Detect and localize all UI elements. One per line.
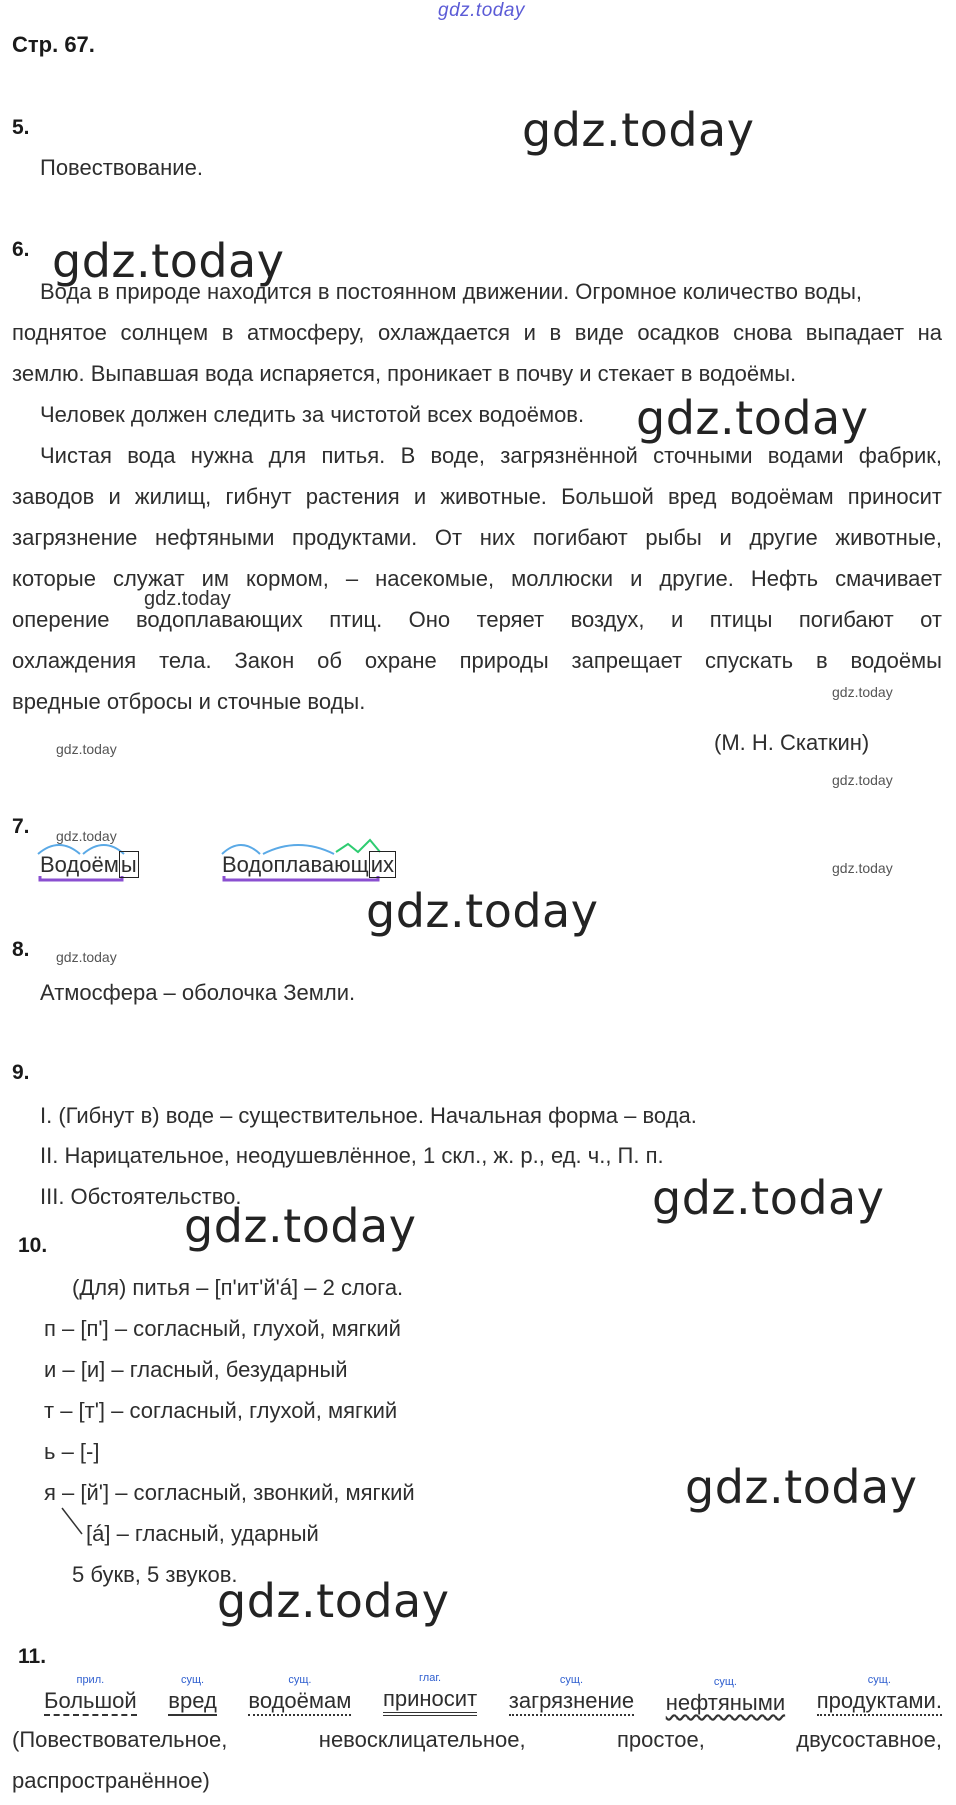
connector-line [58,1506,88,1540]
sentence-description: распространённое) [12,1768,210,1793]
watermark-top: gdz.today [438,0,525,21]
text-line: поднятое солнцем в атмосферу, охлаждается и в виде осадков снова выпадает на [12,320,942,345]
word-text: вред [168,1688,217,1713]
text-line: II. Нарицательное, неодушевлённое, 1 скл., ж. р., ед. ч., П. п. [40,1143,664,1168]
parsed-word-2 [222,852,396,878]
exercise-number: 7. [12,815,30,838]
text-line: 5 букв, 5 звуков. [72,1562,238,1587]
author: (М. Н. Скаткин) [714,730,870,755]
text-line: ь – [-] [44,1439,100,1464]
exercise-number: 9. [12,1061,30,1084]
exercise-number: 5. [12,116,30,139]
text-line: охлаждения тела. Закон об охране природы запрещает спускать в водоёмы [12,648,942,673]
text-line: (Для) питья – [п'ит'й'á] – 2 слога. [72,1275,404,1300]
text-line: оперение водоплавающих птиц. Оно теряет воздух, и птицы погибают от [12,607,942,632]
watermark: gdz.today [832,860,893,876]
word-stem: Водоём [40,852,119,877]
text-line: которые служат им кормом, – насекомые, моллюски и другие. Нефть смачивает [12,566,942,591]
text-line: Чистая вода нужна для питья. В воде, загрязнённой сточными водами фабрик, [40,443,942,468]
text-line: и – [и] – гласный, безударный [44,1357,348,1382]
watermark: gdz.today [832,684,893,700]
page-number: Стр. 67. [12,32,95,57]
sentence-word [665,1676,786,1716]
pos-tag: сущ. [867,1674,891,1686]
word-text: продуктами [816,1688,936,1713]
text-line: заводов и жилищ, гибнут растения и животные. Большой вред водоёмам приносит [12,484,942,509]
sentence-description: (Повествовательное, невосклицательное, простое, двусоставное, [12,1727,942,1752]
sentence-word [508,1674,635,1716]
watermark: gdz.today [685,1460,918,1514]
text-line: I. (Гибнут в) воде – существительное. Начальная форма – вода. [40,1103,697,1128]
text-line: Вода в природе находится в постоянном движении. Огромное количество воды, [40,279,863,304]
watermark: gdz.today [52,234,285,288]
word-text: Большой [44,1688,137,1713]
text-line: Человек должен следить за чистотой всех водоёмов. [40,402,585,427]
watermark: gdz.today [56,741,117,757]
text-line: [á] – гласный, ударный [86,1521,319,1546]
text-line: землю. Выпавшая вода испаряется, проникает в почву и стекает в водоёмы. [12,361,797,386]
word-text: загрязнение [508,1688,635,1713]
pos-tag: прил. [76,1674,105,1686]
sentence-word [248,1674,352,1716]
sentence-word [44,1674,137,1716]
parsed-word-1 [40,852,139,878]
sentence-word [168,1674,217,1716]
pos-tag: сущ. [288,1674,312,1686]
exercise-number: 6. [12,238,30,261]
exercise-number: 8. [12,938,30,961]
pos-tag: глаг. [419,1672,442,1684]
watermark: gdz.today [366,884,599,938]
text-line: я – [й'] – согласный, звонкий, мягкий [44,1480,415,1505]
watermark: gdz.today [56,828,117,844]
watermark: gdz.today [832,772,893,788]
watermark: gdz.today [217,1574,450,1628]
text-line: III. Обстоятельство. [40,1184,242,1209]
parsed-sentence [44,1672,942,1716]
text-line: п – [п'] – согласный, глухой, мягкий [44,1316,401,1341]
text-line: вредные отбросы и сточные воды. [12,689,366,714]
sentence-word [816,1674,942,1716]
watermark: gdz.today [636,391,869,445]
sentence-word [382,1672,478,1716]
word-stem: Водоплавающ [222,852,369,877]
text-line: загрязнение нефтяными продуктами. От них погибают рыбы и другие животные, [12,525,942,550]
word-text: водоёмам [248,1688,352,1713]
watermark: gdz.today [522,103,755,157]
answer-text: Повествование. [40,155,203,180]
pos-tag: сущ. [713,1676,737,1688]
exercise-number: 11. [18,1645,47,1668]
watermark: gdz.today [184,1199,417,1253]
pos-tag: сущ. [559,1674,583,1686]
watermark: gdz.today [56,949,117,965]
watermark: gdz.today [652,1171,885,1225]
exercise-number: 10. [18,1234,48,1257]
pos-tag: сущ. [180,1674,205,1686]
word-ending: их [370,852,395,877]
word-ending: ы [120,852,137,877]
watermark: gdz.today [144,588,231,610]
word-text: приносит [382,1686,478,1711]
text-line: т – [т'] – согласный, глухой, мягкий [44,1398,398,1423]
sentence-dot: . [935,1688,942,1713]
word-text: нефтяными [665,1690,786,1715]
answer-text: Атмосфера – оболочка Земли. [40,980,356,1005]
